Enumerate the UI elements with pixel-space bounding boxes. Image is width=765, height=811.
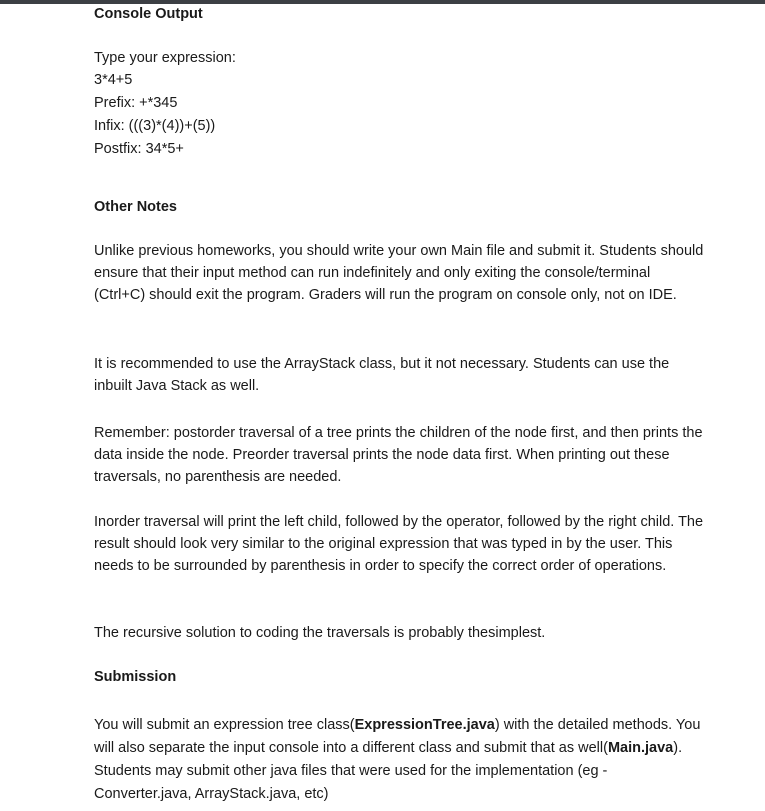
console-line: 3*4+5 xyxy=(94,72,133,88)
submission-text: You will submit an expression tree class( xyxy=(94,717,355,733)
notes-paragraph: Unlike previous homeworks, you should write your own Main file and submit it. Students should ensure that their input method can run indefinitely and only exiting the console/terminal (Ctrl+C) should exit the program. Graders will run the program on console only, not on IDE. xyxy=(94,243,704,303)
other-notes-heading: Other Notes xyxy=(94,199,177,215)
submission-text: ). Students may submit other java files that were used for the implementation (eg - Converter.java, ArrayStack.java, etc) xyxy=(94,740,683,802)
console-line: Prefix: +*345 xyxy=(94,95,178,111)
notes-paragraph: Remember: postorder traversal of a tree prints the children of the node first, and then prints the data inside the node. Preorder traversal prints the node data first. When printing out these traversals, no parenthesis are needed. xyxy=(94,425,703,485)
console-line: Infix: (((3)*(4))+(5)) xyxy=(94,118,216,134)
submission-text: ) with the detailed methods. You will also separate the input console into a different class and submit that as well( xyxy=(94,717,701,756)
notes-paragraph: Inorder traversal will print the left child, followed by the operator, followed by the right child. The result should look very similar to the original expression that was typed in by the user. This needs to be surrounded by parenthesis in order to specify the correct order of operations. xyxy=(94,514,704,574)
notes-paragraph: The recursive solution to coding the traversals is probably thesimplest. xyxy=(94,625,546,641)
console-line: Type your expression: xyxy=(94,50,236,66)
main-filename: Main.java xyxy=(607,740,674,756)
expression-tree-filename: ExpressionTree.java xyxy=(354,717,495,733)
console-output-heading: Console Output xyxy=(94,6,203,22)
submission-heading: Submission xyxy=(94,669,177,685)
window-top-bar xyxy=(0,0,765,4)
console-line: Postfix: 34*5+ xyxy=(94,141,184,157)
submission-paragraph xyxy=(94,714,704,806)
notes-paragraph: It is recommended to use the ArrayStack class, but it not necessary. Students can use the inbuilt Java Stack as well. xyxy=(94,356,670,394)
